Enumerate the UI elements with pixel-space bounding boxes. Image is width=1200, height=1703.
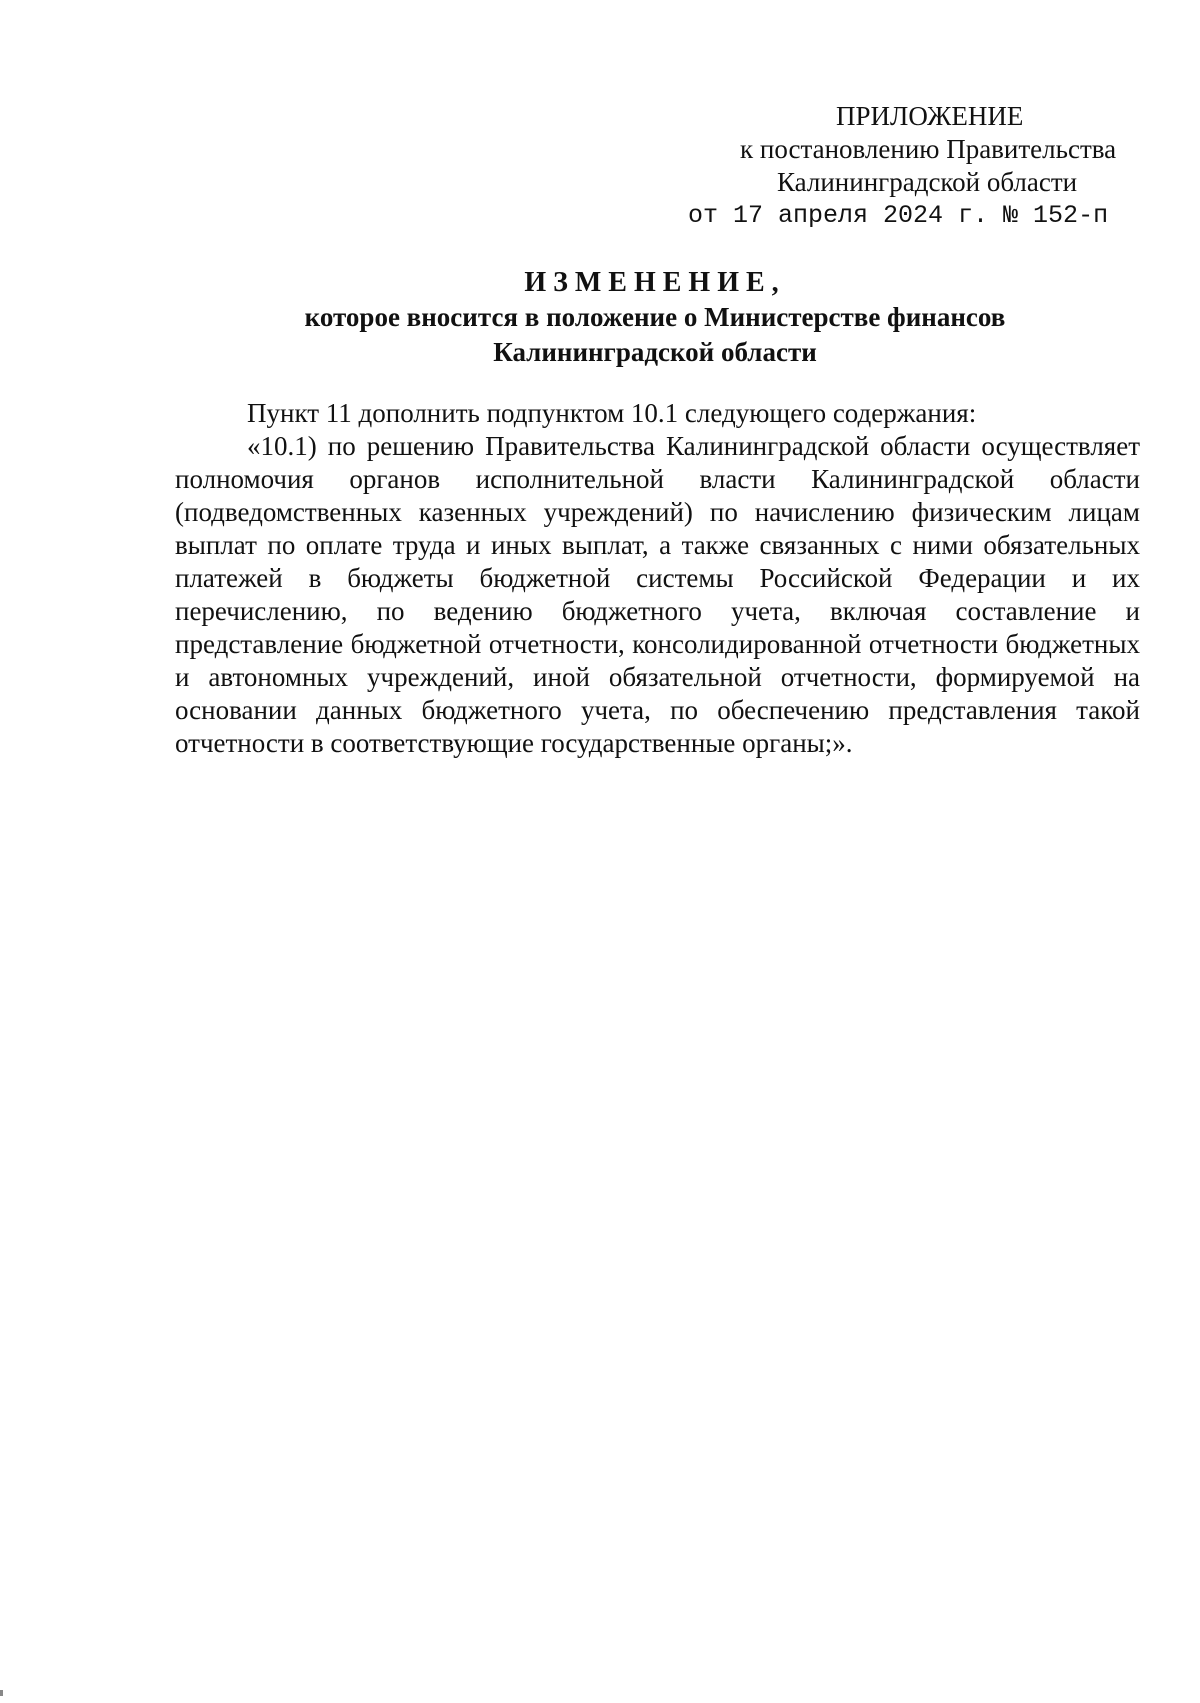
- document-heading: [170, 265, 1140, 370]
- scan-artifact: [0, 1690, 3, 1696]
- appendix-block: [640, 100, 1140, 232]
- body-quote: «10.1) по решению Правительства Калининградской области осуществляет полномочия органов исполнительной власти Калининградской области (подведомственных казенных учреждений) по начислению физическим лицам выплат по оплате труда и иных выплат, а также связанных с ними обязательных платежей в бюджеты бюджетной системы Российской Федерации и их перечислению, по ведению бюджетного учета, включая составление и представление бюджетной отчетности, консолидированной отчетности бюджетных и автономных учреждений, иной обязательной отчетности, формируемой на основании данных бюджетного учета, по обеспечению представления такой отчетности в соответствующие государственные органы;».: [175, 431, 1140, 758]
- body-intro: Пункт 11 дополнить подпунктом 10.1 следующего содержания:: [247, 398, 977, 428]
- appendix-region: Калининградской области: [777, 167, 1078, 197]
- appendix-title: ПРИЛОЖЕНИЕ: [836, 101, 1024, 131]
- appendix-reference: к постановлению Правительства: [740, 134, 1117, 164]
- document-body: [175, 397, 1140, 760]
- heading-title: ИЗМЕНЕНИЕ,: [524, 267, 786, 298]
- heading-subtitle-line2: Калининградской области: [493, 337, 817, 367]
- appendix-date-number: от 17 апреля 2024 г. № 152-п: [688, 201, 1109, 230]
- heading-subtitle-line1: которое вносится в положение о Министерстве финансов: [304, 302, 1006, 332]
